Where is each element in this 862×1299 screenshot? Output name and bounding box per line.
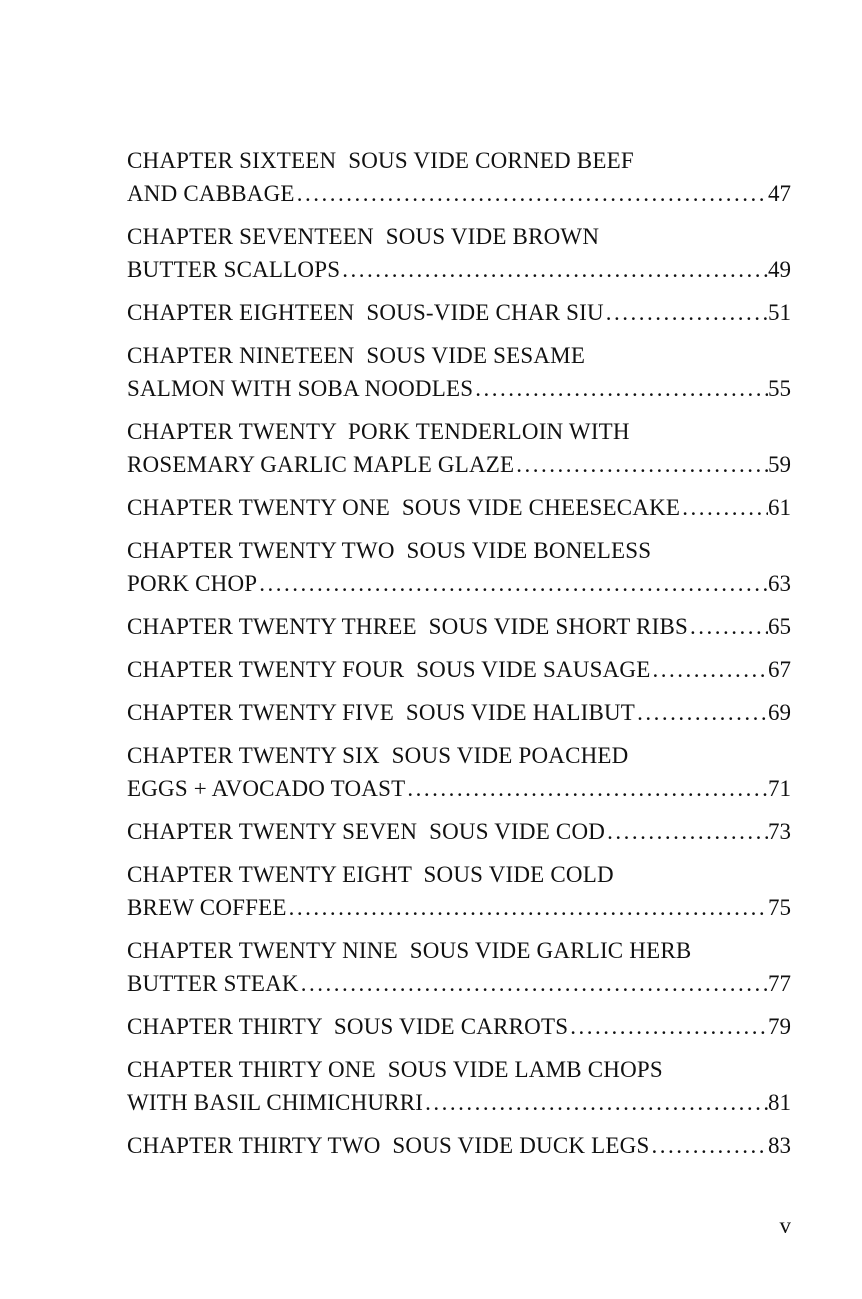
toc-entry-line1: CHAPTER TWENTY NINE SOUS VIDE GARLIC HERB bbox=[127, 938, 692, 963]
toc-entry[interactable] bbox=[127, 296, 791, 329]
dot-leader bbox=[340, 253, 768, 286]
toc-entry-page-number: 81 bbox=[768, 1090, 791, 1115]
toc-entry-lastline bbox=[127, 696, 791, 729]
toc-entry-line1: CHAPTER THIRTY TWO SOUS VIDE DUCK LEGS bbox=[127, 1133, 650, 1158]
toc-entry[interactable] bbox=[127, 739, 791, 805]
dot-leader bbox=[604, 296, 768, 329]
toc-entry-page-number: 79 bbox=[768, 1014, 791, 1039]
toc-entry-line2: BUTTER STEAK bbox=[127, 971, 299, 996]
toc-entry[interactable] bbox=[127, 815, 791, 848]
toc-entry-line1: CHAPTER TWENTY ONE SOUS VIDE CHEESECAKE bbox=[127, 495, 681, 520]
toc-entry-line2: AND CABBAGE bbox=[127, 181, 295, 206]
dot-leader bbox=[295, 177, 768, 210]
toc-entry-line1: CHAPTER TWENTY FIVE SOUS VIDE HALIBUT bbox=[127, 700, 636, 725]
toc-entry-line1: CHAPTER EIGHTEEN SOUS-VIDE CHAR SIU bbox=[127, 300, 604, 325]
dot-leader bbox=[688, 610, 768, 643]
toc-entry-page-number: 71 bbox=[768, 776, 791, 801]
toc-entry-page-number: 83 bbox=[768, 1133, 791, 1158]
toc-entry-line2: WITH BASIL CHIMICHURRI bbox=[127, 1090, 424, 1115]
toc-entry-line1: CHAPTER THIRTY SOUS VIDE CARROTS bbox=[127, 1014, 569, 1039]
toc-entry[interactable] bbox=[127, 934, 791, 1000]
toc-entry-page-number: 63 bbox=[768, 571, 791, 596]
toc-entry-line1: CHAPTER SIXTEEN SOUS VIDE CORNED BEEF bbox=[127, 148, 634, 173]
dot-leader bbox=[650, 653, 768, 686]
toc-entry-page-number: 75 bbox=[768, 895, 791, 920]
dot-leader bbox=[299, 967, 768, 1000]
toc-entry[interactable] bbox=[127, 858, 791, 924]
folio-page-number: v bbox=[779, 1213, 791, 1238]
dot-leader bbox=[649, 1129, 768, 1162]
toc-entry-line1: CHAPTER TWENTY SEVEN SOUS VIDE COD bbox=[127, 819, 606, 844]
toc-entry[interactable] bbox=[127, 534, 791, 600]
toc-entry-line2: EGGS + AVOCADO TOAST bbox=[127, 776, 406, 801]
toc-entry-page-number: 59 bbox=[768, 452, 791, 477]
toc-entry-lastline bbox=[127, 891, 791, 924]
toc-entry[interactable] bbox=[127, 491, 791, 524]
toc-entry-page-number: 55 bbox=[768, 376, 791, 401]
toc-list bbox=[127, 144, 791, 1172]
toc-entry-line2: ROSEMARY GARLIC MAPLE GLAZE bbox=[127, 452, 515, 477]
toc-entry-lastline bbox=[127, 815, 791, 848]
toc-entry-page-number: 67 bbox=[768, 657, 791, 682]
toc-entry-line1: CHAPTER TWENTY TWO SOUS VIDE BONELESS bbox=[127, 538, 652, 563]
toc-entry-page-number: 61 bbox=[768, 495, 791, 520]
toc-entry-lastline bbox=[127, 567, 791, 600]
toc-entry[interactable] bbox=[127, 1010, 791, 1043]
dot-leader bbox=[568, 1010, 768, 1043]
toc-entry-page-number: 69 bbox=[768, 700, 791, 725]
toc-entry-lastline bbox=[127, 772, 791, 805]
dot-leader bbox=[514, 448, 768, 481]
toc-entry-page-number: 65 bbox=[768, 614, 791, 639]
toc-entry-page-number: 73 bbox=[768, 819, 791, 844]
toc-entry[interactable] bbox=[127, 144, 791, 210]
toc-entry-line1: CHAPTER TWENTY FOUR SOUS VIDE SAUSAGE bbox=[127, 657, 651, 682]
toc-entry-lastline bbox=[127, 296, 791, 329]
toc-entry-lastline bbox=[127, 967, 791, 1000]
toc-entry-line1: CHAPTER TWENTY SIX SOUS VIDE POACHED bbox=[127, 743, 629, 768]
toc-entry-page-number: 77 bbox=[768, 971, 791, 996]
dot-leader bbox=[405, 772, 768, 805]
dot-leader bbox=[605, 815, 768, 848]
toc-entry-line2: BUTTER SCALLOPS bbox=[127, 257, 341, 282]
toc-entry-page-number: 51 bbox=[768, 300, 791, 325]
toc-entry-line1: CHAPTER TWENTY EIGHT SOUS VIDE COLD bbox=[127, 862, 614, 887]
toc-entry-lastline bbox=[127, 253, 791, 286]
toc-entry[interactable] bbox=[127, 653, 791, 686]
toc-entry-line1: CHAPTER SEVENTEEN SOUS VIDE BROWN bbox=[127, 224, 600, 249]
toc-entry[interactable] bbox=[127, 696, 791, 729]
toc-entry-line2: PORK CHOP bbox=[127, 571, 258, 596]
toc-entry-line2: BREW COFFEE bbox=[127, 895, 287, 920]
dot-leader bbox=[680, 491, 768, 524]
dot-leader bbox=[287, 891, 768, 924]
dot-leader bbox=[423, 1086, 768, 1119]
toc-entry-lastline bbox=[127, 448, 791, 481]
toc-entry-lastline bbox=[127, 491, 791, 524]
toc-entry-line1: CHAPTER NINETEEN SOUS VIDE SESAME bbox=[127, 343, 586, 368]
dot-leader bbox=[257, 567, 768, 600]
toc-entry[interactable] bbox=[127, 610, 791, 643]
toc-entry[interactable] bbox=[127, 415, 791, 481]
toc-entry-lastline bbox=[127, 1129, 791, 1162]
toc-entry-line2: SALMON WITH SOBA NOODLES bbox=[127, 376, 474, 401]
toc-entry-lastline bbox=[127, 372, 791, 405]
toc-entry-lastline bbox=[127, 1010, 791, 1043]
toc-entry-page-number: 49 bbox=[768, 257, 791, 282]
toc-entry[interactable] bbox=[127, 1129, 791, 1162]
dot-leader bbox=[473, 372, 768, 405]
toc-entry-lastline bbox=[127, 653, 791, 686]
toc-entry[interactable] bbox=[127, 220, 791, 286]
toc-entry[interactable] bbox=[127, 1053, 791, 1119]
toc-entry-line1: CHAPTER TWENTY THREE SOUS VIDE SHORT RIBS bbox=[127, 614, 688, 639]
toc-entry-page-number: 47 bbox=[768, 181, 791, 206]
toc-entry-lastline bbox=[127, 177, 791, 210]
dot-leader bbox=[635, 696, 768, 729]
toc-entry-lastline bbox=[127, 1086, 791, 1119]
toc-entry[interactable] bbox=[127, 339, 791, 405]
toc-entry-line1: CHAPTER THIRTY ONE SOUS VIDE LAMB CHOPS bbox=[127, 1057, 663, 1082]
toc-entry-lastline bbox=[127, 610, 791, 643]
toc-entry-line1: CHAPTER TWENTY PORK TENDERLOIN WITH bbox=[127, 419, 630, 444]
